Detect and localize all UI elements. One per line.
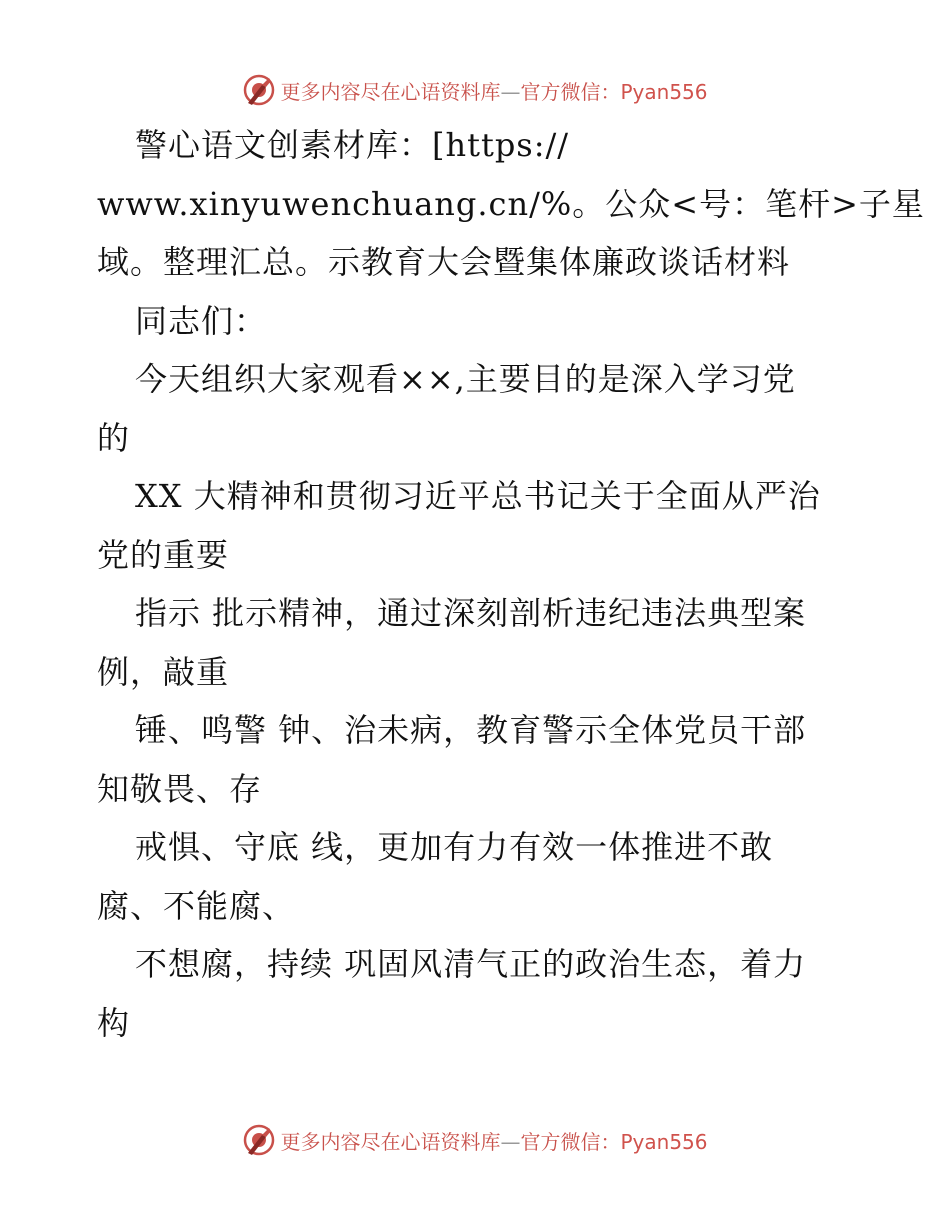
text-line: 锤、鸣警 钟、治未病，教育警示全体党员干部 [135,711,807,749]
text-line: 例，敲重 [97,652,230,691]
pen-logo-icon [242,1123,276,1157]
text-line: 警心语文创素材库：[https:// [135,126,570,164]
text-line: 戒惧、守底 线，更加有力有效一体推进不敢 [135,828,774,866]
text-line: XX 大精神和贯彻习近平总书记关于全面从严治 [135,477,821,515]
text-line: www.xinyuwenchuang.cn/%。公众<号：笔杆>子星 [97,184,925,223]
text-line: 党的重要 [97,535,230,574]
text-line: 知敬畏、存 [97,769,263,808]
watermark-text: 更多内容尽在心语资料库—官方微信：Pyan556 [280,1129,708,1154]
text-line: 今天组织大家观看××,主要目的是深入学习党 [135,360,796,398]
text-line: 同志们： [135,301,268,340]
header-watermark [0,72,950,108]
text-line: 构 [97,1003,131,1042]
document-body [97,116,925,1052]
footer-watermark [0,1122,950,1158]
pen-logo-icon [242,73,276,107]
watermark-text: 更多内容尽在心语资料库—官方微信：Pyan556 [280,79,708,104]
text-line: 域。整理汇总。示教育大会暨集体廉政谈话材料 [97,243,791,281]
text-line: 指示 批示精神，通过深刻剖析违纪违法典型案 [135,594,807,632]
text-line: 腐、不能腐、 [97,886,296,925]
text-line: 不想腐，持续 巩固风清气正的政治生态，着力 [135,945,807,983]
text-line: 的 [97,418,131,457]
